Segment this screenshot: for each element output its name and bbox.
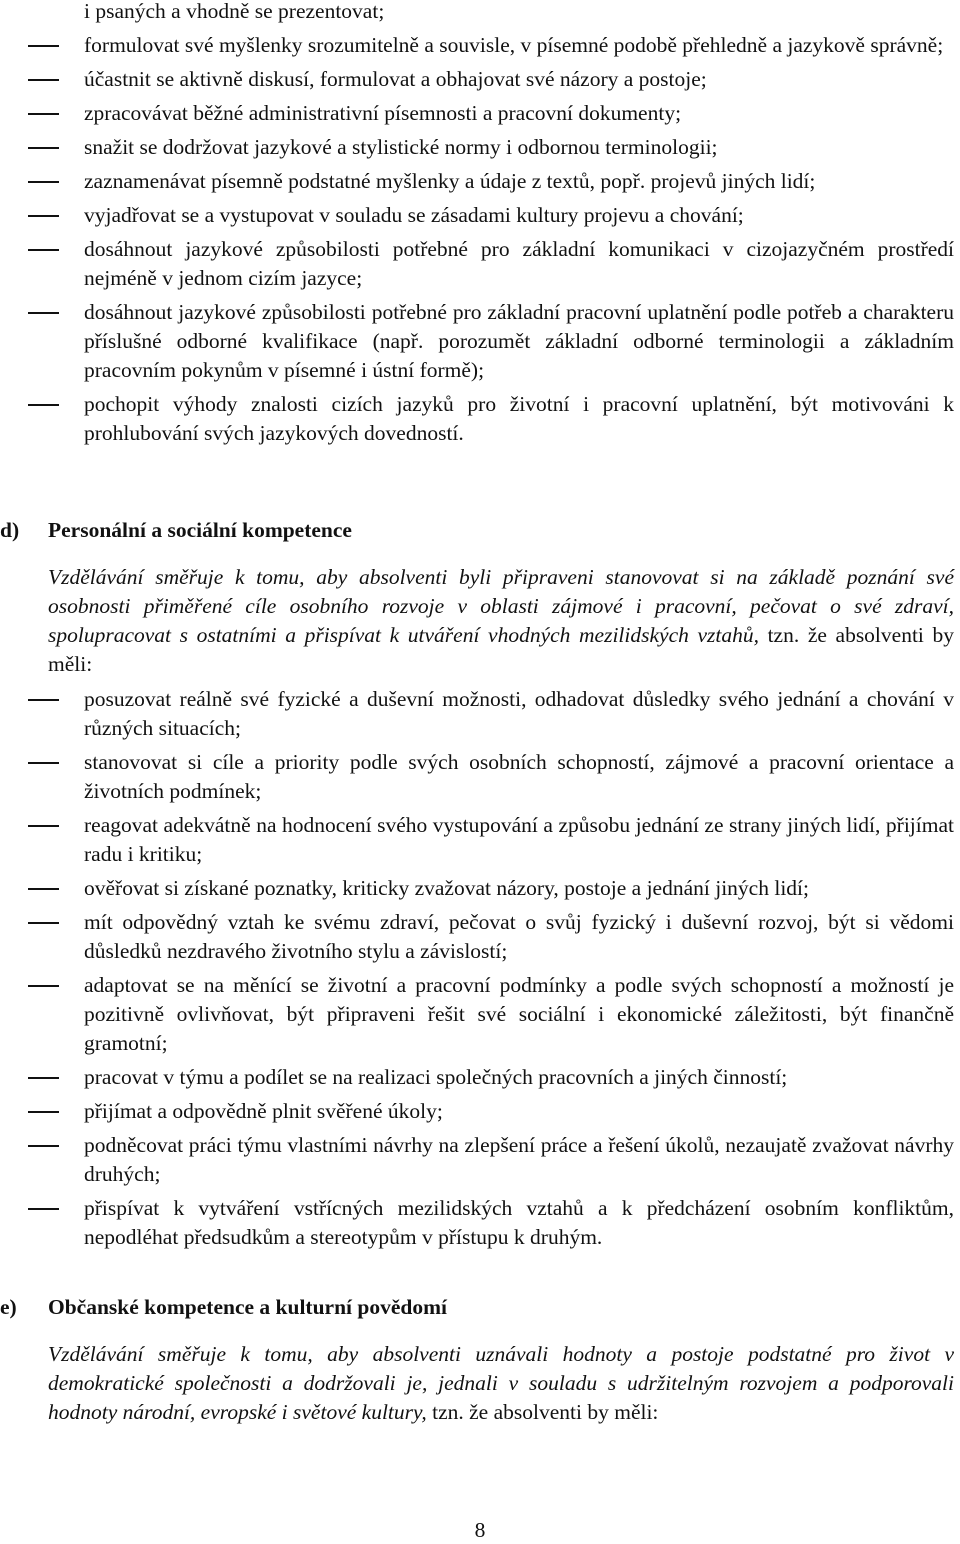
list-item-text: reagovat adekvátně na hodnocení svého vystupování a způsobu jednání ze strany jiných lidí, přijímat radu i kritiku; [84,813,954,866]
list-item-text: podněcovat práci týmu vlastními návrhy na zlepšení práce a řešení úkolů, nezaujatě zvažovat návrhy druhých; [84,1133,954,1186]
dash-bullet-icon [28,45,59,47]
list-item [0,748,960,806]
list-item-text: snažit se dodržovat jazykové a stylistické normy i odbornou terminologii; [84,135,718,159]
list-item-text: mít odpovědný vztah ke svému zdraví, pečovat o svůj fyzický i duševní rozvoj, být si vědomi důsledků nezdravého životního stylu a závislostí; [84,910,954,963]
competence-list-c [0,31,960,453]
section-d-intro-italic: Vzdělávání směřuje k tomu, aby absolventi byli připraveni stanovovat si na základě poznání své osobnosti přiměřené cíle osobního rozvoje v oblasti zájmové i pracovní, pečovat o své zdraví, spolupracovat s ostatními a přispívat k utváření vhodných mezilidských vztahů, [48,565,954,647]
list-item-text: ověřovat si získané poznatky, kriticky zvažovat názory, postoje a jednání jiných lidí; [84,876,809,900]
dash-bullet-icon [28,1208,59,1210]
continued-list-line: i psaných a vhodně se prezentovat; [84,0,385,23]
list-item [0,908,960,966]
list-item-text: vyjadřovat se a vystupovat v souladu se zásadami kultury projevu a chování; [84,203,744,227]
list-item [0,811,960,869]
dash-bullet-icon [28,922,59,924]
section-e-letter: e) [0,1295,17,1319]
list-item-text: posuzovat reálně své fyzické a duševní možnosti, odhadovat důsledky svého jednání a chování v různých situacích; [84,687,954,740]
dash-bullet-icon [28,1077,59,1079]
list-item [0,133,960,162]
list-item [0,31,960,60]
dash-bullet-icon [28,215,59,217]
dash-bullet-icon [28,888,59,890]
list-item-text: adaptovat se na měnící se životní a pracovní podmínky a podle svých schopností a možností je pozitivně ovlivňovat, být připraveni řešit své sociální i ekonomické záležitosti, být finančně gramotní; [84,973,954,1055]
dash-bullet-icon [28,181,59,183]
competence-list-d [0,685,960,1257]
list-item [0,298,960,385]
section-e-intro-italic: Vzdělávání směřuje k tomu, aby absolventi uznávali hodnoty a postoje podstatné pro život v demokratické společnosti a dodržovali je, jednali v souladu s udržitelným rozvojem a podporovali hodnoty národní, evropské i světové kultury, [48,1342,954,1424]
list-item-text: dosáhnout jazykové způsobilosti potřebné pro základní pracovní uplatnění podle potřeb a charakteru příslušné odborné kvalifikace (např. porozumět základní odborné terminologii a základním pracovním pokynům v písemné i ústní formě); [84,300,954,382]
section-d-intro [48,563,954,679]
list-item-text: pracovat v týmu a podílet se na realizaci společných pracovních a jiných činností; [84,1065,788,1089]
list-item [0,1063,960,1092]
list-item [0,167,960,196]
section-d-intro-plain: tzn. že absolventi by měli: [48,623,954,676]
list-item [0,874,960,903]
list-item [0,685,960,743]
list-item [0,235,960,293]
list-item-text: přijímat a odpovědně plnit svěřené úkoly; [84,1099,443,1123]
dash-bullet-icon [28,1111,59,1113]
section-e-title: Občanské kompetence a kulturní povědomí [48,1295,447,1319]
dash-bullet-icon [28,1145,59,1147]
list-item-text: dosáhnout jazykové způsobilosti potřebné pro základní komunikaci v cizojazyčném prostředí nejméně v jednom cizím jazyce; [84,237,954,290]
dash-bullet-icon [28,312,59,314]
list-item [0,390,960,448]
section-d-letter: d) [0,518,20,542]
list-item [0,971,960,1058]
list-item-text: formulovat své myšlenky srozumitelně a souvisle, v písemné podobě přehledně a jazykově správně; [84,33,944,57]
section-e-intro [48,1340,954,1427]
page-number: 8 [474,1518,486,1542]
dash-bullet-icon [28,249,59,251]
section-e-intro-plain: tzn. že absolventi by měli: [426,1400,659,1424]
dash-bullet-icon [28,699,59,701]
dash-bullet-icon [28,985,59,987]
dash-bullet-icon [28,762,59,764]
dash-bullet-icon [28,404,59,406]
list-item [0,1097,960,1126]
list-item [0,99,960,128]
list-item [0,201,960,230]
list-item [0,65,960,94]
dash-bullet-icon [28,79,59,81]
section-d-title: Personální a sociální kompetence [48,518,352,542]
dash-bullet-icon [28,113,59,115]
list-item-text: zaznamenávat písemně podstatné myšlenky a údaje z textů, popř. projevů jiných lidí; [84,169,816,193]
list-item-text: pochopit výhody znalosti cizích jazyků pro životní i pracovní uplatnění, být motivováni k prohlubování svých jazykových dovedností. [84,392,954,445]
dash-bullet-icon [28,147,59,149]
list-item-text: účastnit se aktivně diskusí, formulovat a obhajovat své názory a postoje; [84,67,707,91]
list-item-text: stanovovat si cíle a priority podle svých osobních schopností, zájmové a pracovní orientace a životních podmínek; [84,750,954,803]
list-item [0,1131,960,1189]
list-item [0,1194,960,1252]
dash-bullet-icon [28,825,59,827]
list-item-text: přispívat k vytváření vstřícných mezilidských vztahů a k předcházení osobním konfliktům, nepodléhat předsudkům a stereotypům v přístupu k druhým. [84,1196,954,1249]
list-item-text: zpracovávat běžné administrativní písemnosti a pracovní dokumenty; [84,101,682,125]
